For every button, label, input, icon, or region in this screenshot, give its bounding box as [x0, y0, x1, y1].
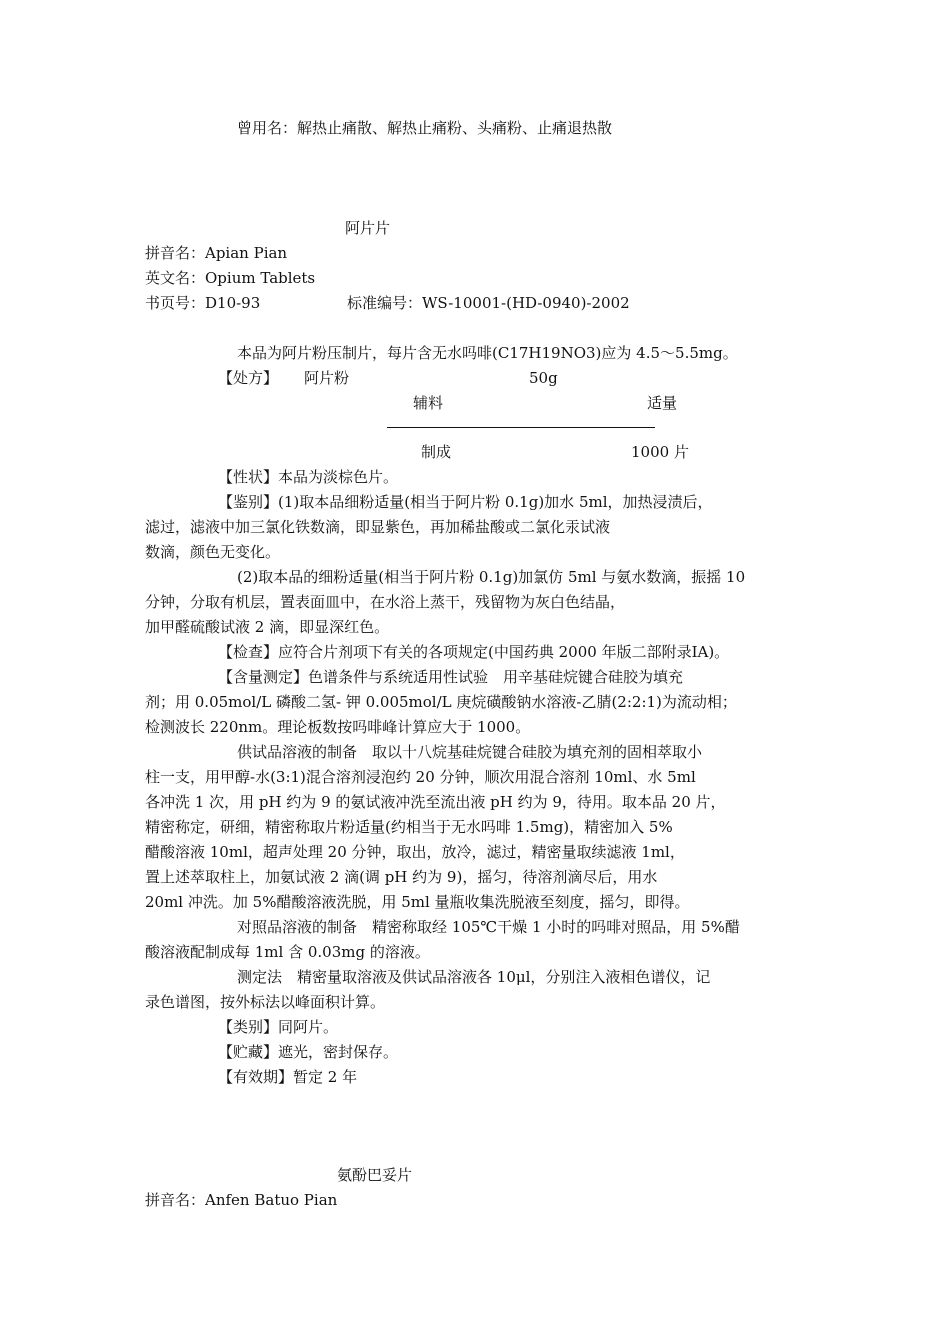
- formula-total-amount: 1000 片: [631, 443, 689, 461]
- formula-total-label: 制成: [421, 443, 452, 461]
- text-line: 置上述萃取柱上，加氨试液 2 滴(调 pH 约为 9)，摇匀，待溶剂滴尽后，用水: [145, 868, 658, 886]
- text-line: 剂；用 0.05mol/L 磷酸二氢- 钾 0.005mol/L 庚烷磺酸钠水溶液-乙腈(2:2:1)为流动相；: [145, 693, 737, 711]
- text-line: 精密称定，研细，精密称取片粉适量(约相当于无水吗啡 1.5mg)，精密加入 5%: [145, 818, 673, 836]
- text-line: 供试品溶液的制备 取以十八烷基硅烷键合硅胶为填充剂的固相萃取小: [237, 743, 703, 761]
- formula-ingredient-name: 阿片粉: [304, 369, 350, 387]
- intro-paragraph: 本品为阿片粉压制片，每片含无水吗啡(C17H19NO3)应为 4.5～5.5mg。: [237, 344, 738, 362]
- text-line: 加甲醛硫酸试液 2 滴，即显深红色。: [145, 618, 390, 636]
- text-line: 分钟，分取有机层，置表面皿中，在水浴上蒸干，残留物为灰白色结晶，: [145, 593, 626, 611]
- english-name: 英文名：Opium Tablets: [145, 269, 316, 287]
- inspection-section: 【检查】应符合片剂项下有关的各项规定(中国药典 2000 年版二部附录ⅠA)。: [218, 643, 730, 661]
- text-line: 录色谱图，按外标法以峰面积计算。: [145, 993, 386, 1011]
- text-line: 醋酸溶液 10ml，超声处理 20 分钟，取出，放冷，滤过，精密量取续滤液 1ml，: [145, 843, 685, 861]
- formula-excipient-amount: 适量: [647, 394, 678, 412]
- monograph-title: 阿片片: [345, 219, 391, 237]
- text-line: 滤过，滤液中加三氯化铁数滴，即显紫色，再加稀盐酸或二氯化汞试液: [145, 518, 611, 536]
- pinyin-name-2: 拼音名：Anfen Batuo Pian: [145, 1191, 338, 1209]
- text-line: 对照品溶液的制备 精密称取经 105℃干燥 1 小时的吗啡对照品，用 5%醋: [237, 918, 740, 936]
- formula-excipient-name: 辅料: [413, 394, 444, 412]
- page-number: 书页号：D10-93: [145, 294, 261, 312]
- text-line: 【含量测定】色谱条件与系统适用性试验 用辛基硅烷键合硅胶为填充: [218, 668, 684, 686]
- storage-section: 【贮藏】遮光，密封保存。: [218, 1043, 399, 1061]
- text-line: (2)取本品的细粉适量(相当于阿片粉 0.1g)加氯仿 5ml 与氨水数滴，振摇 10: [237, 568, 746, 586]
- formula-divider: [387, 427, 655, 428]
- text-line: 各冲洗 1 次，用 pH 约为 9 的氨试液冲洗至流出液 pH 约为 9，待用。取本品 20 片，: [145, 793, 726, 811]
- standard-number: 标准编号：WS-10001-(HD-0940)-2002: [347, 294, 630, 312]
- category-section: 【类别】同阿片。: [218, 1018, 339, 1036]
- text-line: 20ml 冲洗。加 5%醋酸溶液洗脱，用 5ml 量瓶收集洗脱液至刻度，摇匀，即得。: [145, 893, 690, 911]
- monograph-title-2: 氨酚巴妥片: [337, 1166, 413, 1184]
- text-line: 【鉴别】(1)取本品细粉适量(相当于阿片粉 0.1g)加水 5ml，加热浸渍后，: [218, 493, 713, 511]
- validity-section: 【有效期】暂定 2 年: [218, 1068, 358, 1086]
- text-line: 柱一支，用甲醇-水(3:1)混合溶剂浸泡约 20 分钟，顺次用混合溶剂 10ml、水 5ml: [145, 768, 696, 786]
- text-line: 数滴，颜色无变化。: [145, 543, 281, 561]
- text-line: 检测波长 220nm。理论板数按吗啡峰计算应大于 1000。: [145, 718, 531, 736]
- formula-ingredient-amount: 50g: [529, 369, 558, 387]
- formula-label: 【处方】: [218, 369, 279, 387]
- pinyin-name: 拼音名：Apian Pian: [145, 244, 288, 262]
- character-section: 【性状】本品为淡棕色片。: [218, 468, 399, 486]
- text-line: 测定法 精密量取溶液及供试品溶液各 10μl，分别注入液相色谱仪，记: [237, 968, 711, 986]
- former-names-line: 曾用名：解热止痛散、解热止痛粉、头痛粉、止痛退热散: [237, 119, 613, 137]
- text-line: 酸溶液配制成每 1ml 含 0.03mg 的溶液。: [145, 943, 430, 961]
